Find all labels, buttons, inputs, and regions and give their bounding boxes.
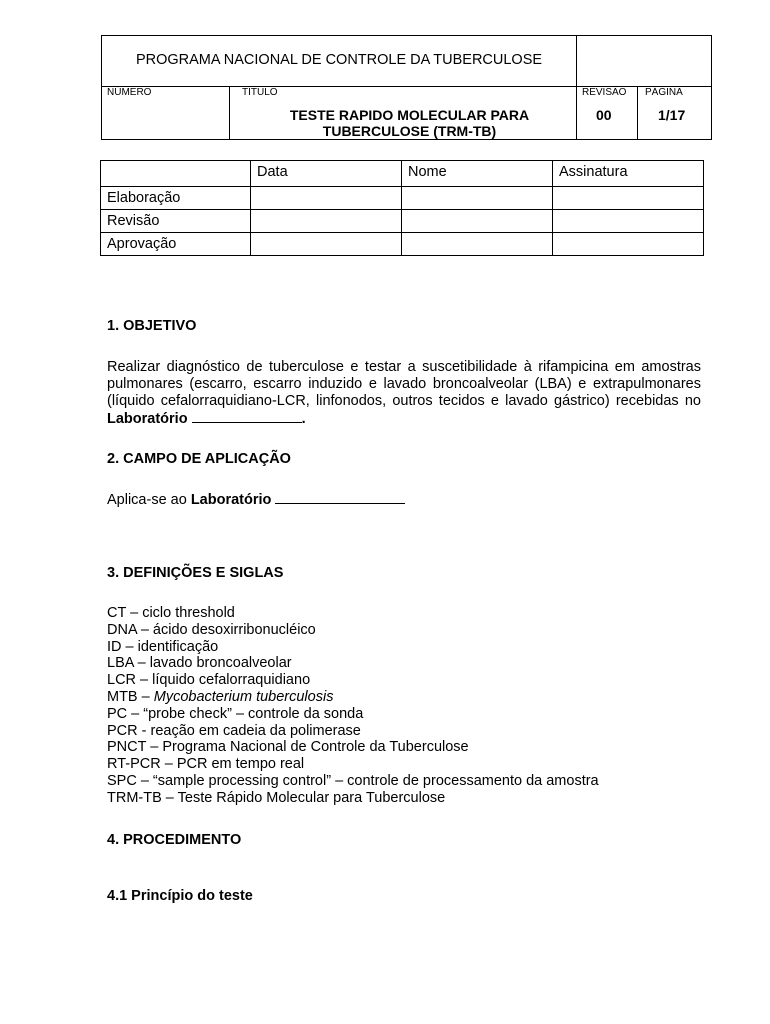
document-header	[101, 35, 712, 140]
list-item: LCR – líquido cefalorraquidiano	[107, 672, 311, 689]
header-divider	[637, 86, 638, 139]
table-row	[101, 187, 704, 210]
mtb-species: Mycobacterium tuberculosis	[153, 688, 334, 705]
table-cell	[553, 233, 704, 256]
page-value: 1/17	[658, 107, 686, 123]
document-title	[242, 107, 577, 139]
table-row	[101, 233, 704, 256]
table-header-row	[101, 161, 704, 187]
table-cell	[402, 187, 553, 210]
row-label-revisao: Revisão	[101, 210, 251, 233]
table-cell	[251, 187, 402, 210]
laboratorio-blank	[192, 410, 302, 423]
document-title-line1: TESTE RAPIDO MOLECULAR PARA	[289, 107, 530, 123]
section-campo-text	[107, 491, 405, 509]
table-cell	[553, 210, 704, 233]
section-procedimento-heading: 4. PROCEDIMENTO	[107, 832, 242, 848]
laboratorio-label: Laboratório	[107, 411, 188, 427]
section-principio-heading: 4.1 Princípio do teste	[107, 888, 253, 904]
column-data: Data	[251, 161, 402, 187]
list-item: DNA – ácido desoxirribonucléico	[107, 621, 316, 638]
numero-label: NÚMERO	[107, 87, 152, 98]
list-item	[107, 689, 599, 706]
list-item: PCR - reação em cadeia da polimerase	[107, 722, 361, 739]
table-cell	[251, 233, 402, 256]
section-campo-heading: 2. CAMPO DE APLICAÇÃO	[107, 451, 291, 467]
list-item: TRM-TB – Teste Rápido Molecular para Tuberculose	[107, 789, 446, 806]
revision-value: 00	[596, 107, 612, 123]
list-item: RT-PCR – PCR em tempo real	[107, 756, 305, 773]
laboratorio-blank	[275, 491, 405, 504]
row-label-elaboracao: Elaboração	[101, 187, 251, 210]
approval-table	[100, 160, 704, 256]
abbreviation-list	[107, 605, 599, 807]
list-item: PNCT – Programa Nacional de Controle da Tuberculose	[107, 739, 469, 756]
section-objetivo-heading: 1. OBJETIVO	[107, 318, 197, 334]
campo-body: Aplica-se ao	[107, 492, 187, 508]
list-item: LBA – lavado broncoalveolar	[107, 655, 292, 672]
list-item: ID – identificação	[107, 638, 219, 655]
program-name: PROGRAMA NACIONAL DE CONTROLE DA TUBERCULOSE	[135, 52, 543, 68]
section-definicoes-heading: 3. DEFINIÇÕES E SIGLAS	[107, 565, 284, 581]
list-item: SPC – “sample processing control” – controle de processamento da amostra	[107, 772, 599, 789]
laboratorio-label: Laboratório	[190, 492, 272, 508]
section-objetivo-text	[107, 359, 701, 428]
document-title-line2: TUBERCULOSE (TRM-TB)	[322, 123, 497, 139]
header-divider	[229, 86, 230, 139]
objetivo-end: .	[301, 411, 306, 427]
titulo-label: TÍTULO	[242, 87, 278, 98]
list-item: PC – “probe check” – controle da sonda	[107, 705, 364, 722]
column-assinatura: Assinatura	[553, 161, 704, 187]
row-label-aprovacao: Aprovação	[101, 233, 251, 256]
table-cell	[251, 210, 402, 233]
objetivo-body: Realizar diagnóstico de tuberculose e testar a suscetibilidade à rifampicina em amostras pulmonares (escarro, escarro induzido e lavado broncoalveolar (LBA) e extrapulmonares (líquido cefalorraquidiano-LCR, linfonodos, outros tecidos e lavado gástrico) recebidas no	[107, 359, 701, 409]
table-cell	[101, 161, 251, 187]
table-cell	[553, 187, 704, 210]
column-nome: Nome	[402, 161, 553, 187]
list-item: CT – ciclo threshold	[107, 605, 235, 621]
table-row	[101, 210, 704, 233]
pagina-label: PÁGINA	[645, 87, 683, 98]
revisao-label: REVISÃO	[582, 87, 627, 98]
table-cell	[402, 210, 553, 233]
table-cell	[402, 233, 553, 256]
mtb-prefix: MTB –	[107, 688, 154, 705]
